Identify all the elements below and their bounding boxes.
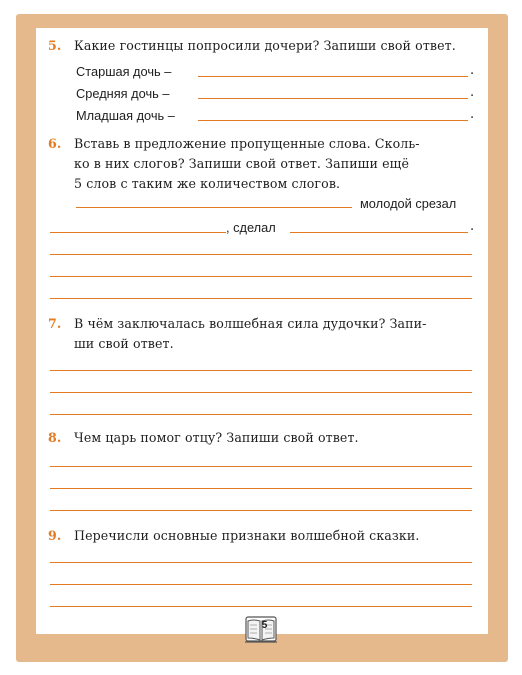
question-7: [48, 314, 488, 354]
answer-line[interactable]: [50, 298, 472, 299]
answer-line[interactable]: [50, 466, 472, 467]
question-text: Перечисли основные признаки волшебной сказки.: [74, 528, 420, 543]
answer-line[interactable]: [50, 584, 472, 585]
question-text: Чем царь помог отцу? Запиши свой ответ.: [74, 430, 359, 445]
question-text: Какие гостинцы попросили дочери? Запиши свой ответ.: [74, 38, 456, 53]
question-5: [48, 36, 488, 56]
question-number: 6.: [48, 136, 62, 151]
answer-line-younger-daughter[interactable]: [198, 120, 468, 121]
answer-label-older-daughter: Старшая дочь –: [76, 64, 172, 79]
sentence-part-1: молодой срезал: [360, 196, 457, 211]
answer-line-middle-daughter[interactable]: [198, 98, 468, 99]
answer-line[interactable]: [50, 392, 472, 393]
missing-word-line-3[interactable]: [290, 232, 468, 233]
answer-label-middle-daughter: Средняя дочь –: [76, 86, 170, 101]
answer-line[interactable]: [50, 606, 472, 607]
question-number: 7.: [48, 316, 62, 331]
missing-word-line-1[interactable]: [76, 207, 352, 208]
answer-line[interactable]: [50, 414, 472, 415]
question-8: [48, 428, 488, 448]
answer-line[interactable]: [50, 370, 472, 371]
answer-line[interactable]: [50, 254, 472, 255]
question-6: [48, 134, 488, 194]
answer-line[interactable]: [50, 488, 472, 489]
answer-line[interactable]: [50, 276, 472, 277]
answer-end-mark: .: [470, 63, 475, 78]
page-number: 5: [261, 620, 268, 631]
answer-label-younger-daughter: Младшая дочь –: [76, 108, 175, 123]
sentence-end-mark: .: [470, 219, 475, 234]
question-text: Вставь в предложение пропущенные слова. Сколь- ко в них слогов? Запиши свой ответ. Запиши ещё 5 слов с таким же количеством слогов.: [74, 136, 420, 191]
sentence-part-2: , сделал: [226, 220, 276, 235]
question-number: 5.: [48, 38, 62, 53]
question-number: 9.: [48, 528, 62, 543]
answer-line[interactable]: [50, 562, 472, 563]
answer-line[interactable]: [50, 510, 472, 511]
answer-line-older-daughter[interactable]: [198, 76, 468, 77]
answer-end-mark: .: [470, 107, 475, 122]
question-9: [48, 526, 488, 546]
missing-word-line-2[interactable]: [50, 232, 226, 233]
answer-end-mark: .: [470, 85, 475, 100]
question-number: 8.: [48, 430, 62, 445]
question-text: В чём заключалась волшебная сила дудочки? Запи- ши свой ответ.: [74, 316, 427, 351]
